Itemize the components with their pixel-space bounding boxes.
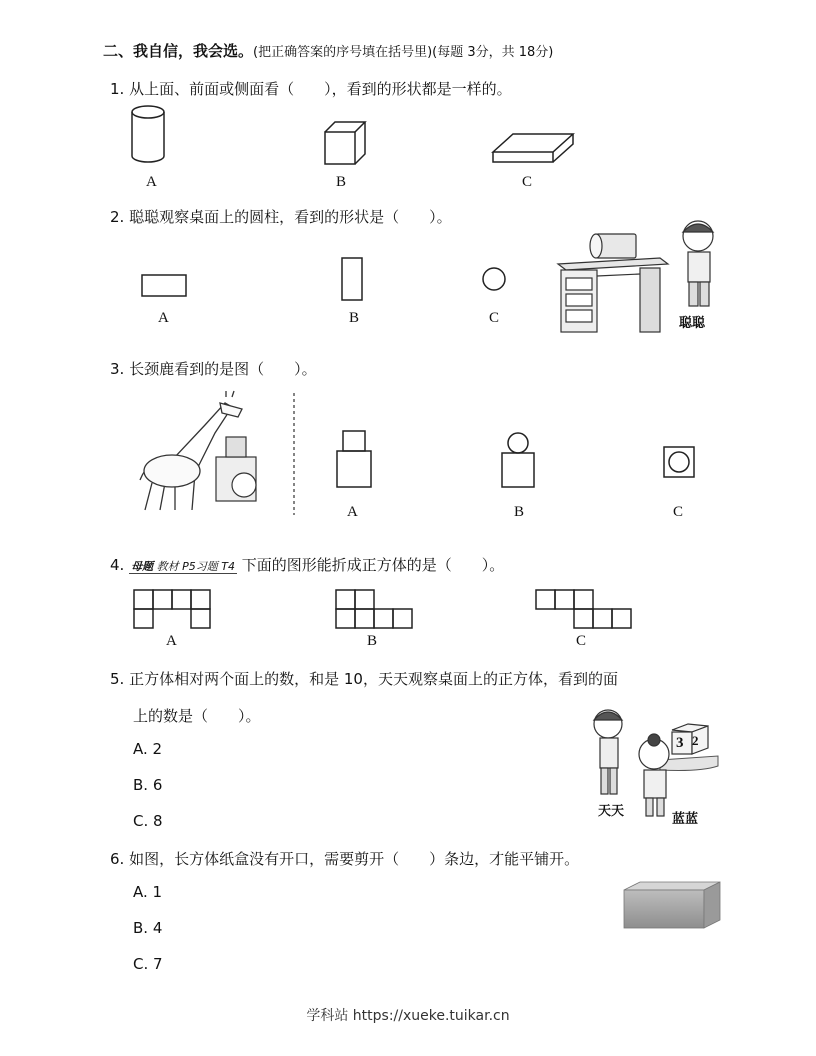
q5-choice-a: A. 2 (133, 740, 163, 758)
section-note: (把正确答案的序号填在括号里)(每题 3分，共 18分) (253, 45, 554, 60)
cylinder-on-desk (590, 234, 636, 258)
q1-option-a: A (146, 174, 157, 190)
boy-name-label: 聪聪 (679, 316, 706, 331)
cuboid-shape (493, 134, 573, 162)
question-text-line1: 正方体相对两个面上的数，和是 10，天天观察桌面上的正方体，看到的面 (129, 670, 618, 688)
question-number: 1. (110, 80, 125, 98)
cube-number-front: 3 (676, 735, 684, 751)
circle-shape (483, 268, 505, 290)
question-1 (110, 78, 512, 99)
question-5 (110, 668, 618, 689)
source-tag-label: 母题 (131, 560, 154, 573)
q4-option-a: A (166, 633, 177, 649)
cylinder-shape (132, 106, 164, 162)
question-text: 如图，长方体纸盒没有开口，需要剪开（ ）条边，才能平铺开。 (129, 850, 580, 868)
q3-option-c: C (673, 504, 684, 520)
q5-choice-c: C. 8 (133, 812, 163, 830)
section-title: 二、我自信，我会选。 (103, 42, 254, 60)
q4-nets (0, 588, 816, 638)
q3-figures (0, 385, 816, 525)
q2-option-b: B (349, 310, 360, 326)
question-text: 聪聪观察桌面上的圆柱，看到的形状是（ ）。 (129, 208, 452, 226)
question-text: 从上面、前面或侧面看（ ），看到的形状都是一样的。 (129, 80, 512, 98)
kid2-name-label: 蓝蓝 (672, 812, 699, 827)
question-text: 长颈鹿看到的是图（ ）。 (129, 360, 317, 378)
option-c-shape (664, 447, 694, 477)
tall-rectangle (342, 258, 362, 300)
question-number: 3. (110, 360, 125, 378)
q1-option-b: B (336, 174, 347, 190)
q6-choice-b: B. 4 (133, 919, 163, 937)
kid1-name-label: 天天 (598, 804, 625, 819)
question-number: 2. (110, 208, 125, 226)
section-header (103, 40, 553, 61)
net-a (134, 590, 210, 628)
closed-box-illustration (618, 880, 728, 940)
question-4 (110, 554, 504, 575)
q6-choice-c: C. 7 (133, 955, 163, 973)
q6-choice-a: A. 1 (133, 883, 163, 901)
question-3 (110, 358, 317, 379)
wide-rectangle (142, 275, 186, 296)
q3-option-b: B (514, 504, 525, 520)
question-text: 下面的图形能折成正方体的是（ ）。 (241, 556, 505, 574)
boy-figure (683, 221, 713, 306)
q1-option-c: C (522, 174, 533, 190)
girl-lanlan (639, 734, 669, 816)
question-5-line2: 上的数是（ ）。 (133, 707, 261, 725)
q4-option-c: C (576, 633, 587, 649)
question-6 (110, 848, 579, 869)
boy-tiantian (594, 710, 622, 794)
net-b (336, 590, 412, 628)
source-tag-ref: 教材 P5习题 T4 (156, 560, 235, 573)
option-a-shape (337, 431, 371, 487)
page-footer: 学科站 https://xueke.tuikar.cn (306, 1008, 510, 1024)
box-stack-illustration (216, 437, 256, 501)
question-number: 4. (110, 556, 125, 574)
question-number: 5. (110, 670, 125, 688)
option-b-shape (502, 433, 534, 487)
desk-illustration (558, 258, 668, 332)
source-tag (129, 560, 237, 574)
cube-shape (325, 122, 365, 164)
net-c (536, 590, 631, 628)
q3-option-a: A (347, 504, 358, 520)
q4-option-b: B (367, 633, 378, 649)
q1-figures (0, 100, 816, 200)
q2-option-a: A (158, 310, 169, 326)
q2-option-c: C (489, 310, 500, 326)
q5-choice-b: B. 6 (133, 776, 163, 794)
question-number: 6. (110, 850, 125, 868)
cube-number-side: 2 (692, 733, 699, 748)
